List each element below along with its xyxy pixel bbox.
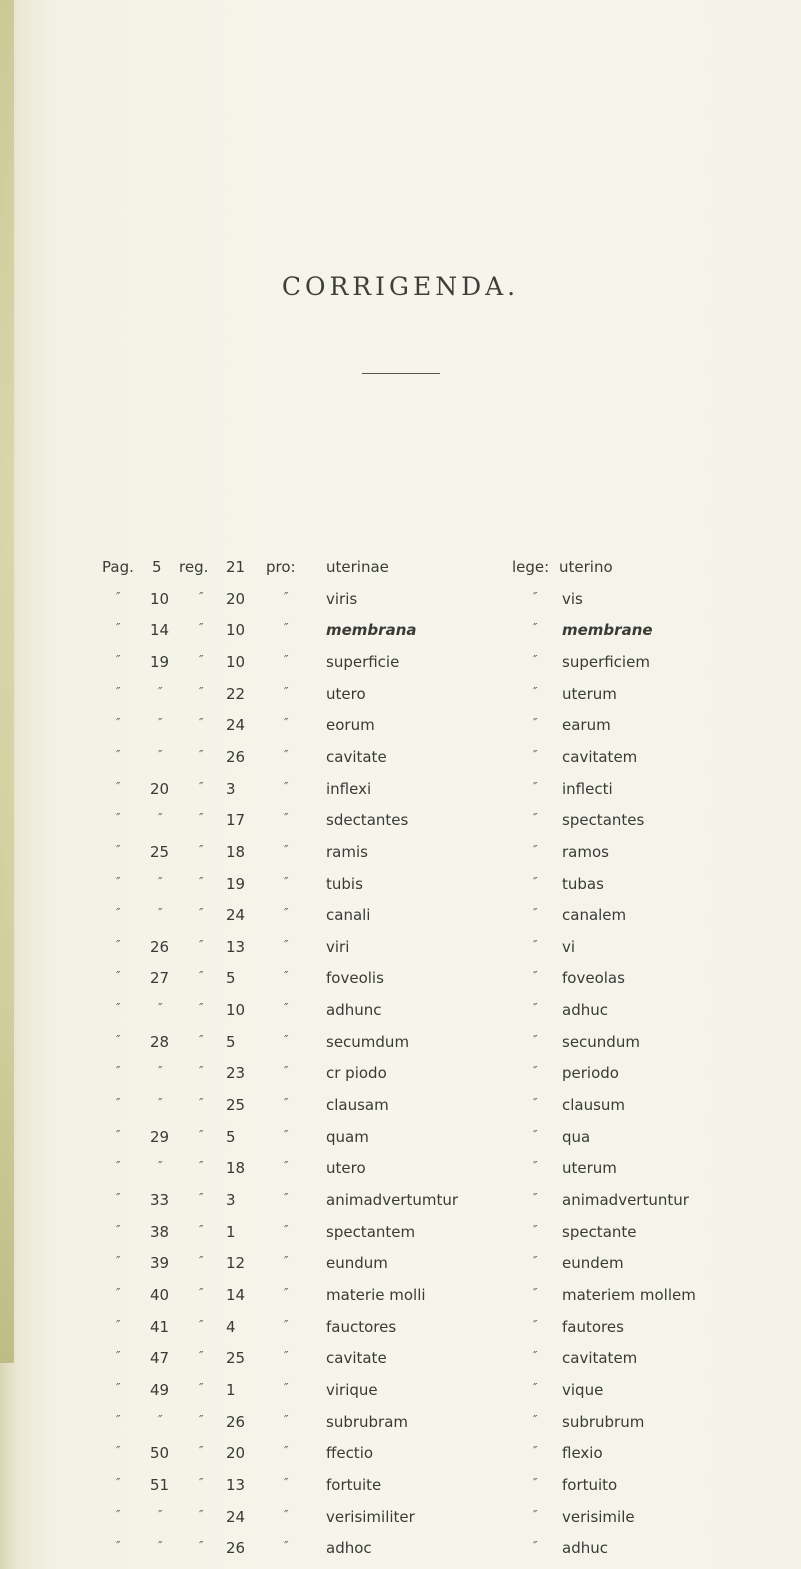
- ditto-mark: ″: [116, 937, 121, 952]
- ditto-mark: ″: [116, 1159, 121, 1174]
- correction: eundem: [562, 1254, 624, 1273]
- ditto-mark: ″: [533, 779, 538, 794]
- ditto-mark: ″: [533, 969, 538, 984]
- page-number-ditto: ″: [158, 1064, 163, 1079]
- correction: vi: [562, 937, 576, 956]
- ditto-mark: ″: [284, 1475, 289, 1490]
- ditto-mark: ″: [116, 1412, 121, 1427]
- erratum: sdectantes: [326, 811, 409, 830]
- erratum: spectantem: [326, 1222, 416, 1241]
- ditto-mark: ″: [116, 1444, 121, 1459]
- ditto-mark: ″: [284, 779, 289, 794]
- correction: periodo: [562, 1064, 619, 1083]
- table-row: [0, 1539, 801, 1569]
- erratum: fauctores: [326, 1317, 397, 1336]
- page-number: 28: [150, 1032, 170, 1051]
- erratum: ramis: [326, 842, 368, 861]
- table-row: [0, 716, 801, 746]
- erratum: animadvertumtur: [326, 1191, 459, 1209]
- correction: cavitatem: [562, 1349, 638, 1368]
- page-number: 40: [150, 1285, 170, 1304]
- erratum: canali: [326, 906, 371, 925]
- page-title: CORRIGENDA.: [281, 272, 520, 301]
- ditto-mark: ″: [199, 1285, 204, 1300]
- ditto-mark: ″: [116, 779, 121, 794]
- line-number: 26: [226, 747, 246, 766]
- correction: qua: [562, 1127, 591, 1146]
- page-number: 14: [150, 621, 170, 640]
- ditto-mark: ″: [199, 1475, 204, 1490]
- ditto-mark: ″: [284, 589, 289, 604]
- ditto-mark: ″: [533, 1191, 538, 1205]
- correction: spectante: [562, 1222, 637, 1241]
- ditto-mark: ″: [533, 1444, 538, 1459]
- ditto-mark: ″: [284, 1001, 289, 1016]
- line-number: 24: [226, 716, 246, 735]
- table-row: [0, 1064, 801, 1094]
- ditto-mark: ″: [116, 589, 121, 604]
- ditto-mark: ″: [533, 747, 538, 762]
- table-row: [0, 969, 801, 999]
- ditto-mark: ″: [284, 1222, 289, 1237]
- ditto-mark: ″: [284, 652, 289, 667]
- ditto-mark: ″: [284, 1317, 289, 1332]
- ditto-mark: ″: [533, 1254, 538, 1269]
- line-number: 20: [226, 1444, 246, 1463]
- erratum: subrubram: [326, 1412, 409, 1431]
- erratum: ffectio: [326, 1444, 374, 1463]
- ditto-mark: ″: [116, 1191, 121, 1205]
- ditto-mark: ″: [116, 1254, 121, 1269]
- ditto-mark: ″: [284, 621, 289, 636]
- ditto-mark: ″: [533, 1285, 538, 1300]
- ditto-mark: ″: [199, 1444, 204, 1459]
- page-number: 29: [150, 1127, 170, 1146]
- ditto-mark: ″: [284, 937, 289, 952]
- ditto-mark: ″: [284, 1285, 289, 1300]
- line-number: 14: [226, 1285, 246, 1304]
- erratum: superficie: [326, 652, 400, 671]
- line-number: 3: [226, 779, 236, 798]
- table-row: [0, 1033, 801, 1063]
- line-number: 20: [226, 589, 246, 608]
- ditto-mark: ″: [533, 1064, 538, 1079]
- ditto-mark: ″: [199, 1539, 204, 1554]
- line-number: 5: [226, 1032, 236, 1051]
- page-number-ditto: ″: [158, 1507, 163, 1522]
- correction: uterino: [559, 558, 613, 576]
- page-number: 25: [150, 842, 170, 861]
- erratum: uterinae: [326, 558, 389, 576]
- ditto-mark: ″: [199, 937, 204, 952]
- page-number: 20: [150, 779, 170, 798]
- line-number: 18: [226, 1159, 246, 1178]
- correction: animadvertuntur: [562, 1191, 689, 1209]
- correction: ramos: [562, 842, 609, 861]
- ditto-mark: ″: [199, 1507, 204, 1522]
- table-row: [0, 1001, 801, 1031]
- ditto-mark: ″: [533, 652, 538, 667]
- ditto-mark: ″: [284, 842, 289, 857]
- correction: adhuc: [562, 1001, 608, 1020]
- page-number: 5: [152, 558, 162, 576]
- line-number: 1: [226, 1380, 236, 1399]
- line-number: 10: [226, 621, 246, 640]
- ditto-mark: ″: [533, 811, 538, 826]
- table-row: [0, 1381, 801, 1411]
- correction: uterum: [562, 684, 617, 703]
- ditto-mark: ″: [533, 589, 538, 604]
- erratum: verisimiliter: [326, 1507, 415, 1526]
- correction: spectantes: [562, 811, 645, 830]
- ditto-mark: ″: [199, 1127, 204, 1142]
- ditto-mark: ″: [284, 969, 289, 984]
- ditto-mark: ″: [199, 1317, 204, 1332]
- erratum: quam: [326, 1127, 369, 1146]
- ditto-mark: ″: [199, 747, 204, 762]
- ditto-mark: ″: [284, 1539, 289, 1554]
- title-rule: [362, 373, 440, 374]
- ditto-mark: ″: [199, 1254, 204, 1269]
- line-number: 23: [226, 1064, 246, 1083]
- ditto-mark: ″: [116, 1380, 121, 1395]
- ditto-mark: ″: [116, 1285, 121, 1300]
- ditto-mark: ″: [116, 1539, 121, 1554]
- ditto-mark: ″: [116, 652, 121, 667]
- table-row: [0, 558, 801, 588]
- line-number: 5: [226, 969, 236, 988]
- line-number: 25: [226, 1349, 246, 1368]
- table-row: [0, 748, 801, 778]
- ditto-mark: ″: [284, 1127, 289, 1142]
- line-number: 21: [226, 558, 246, 576]
- ditto-mark: ″: [533, 937, 538, 952]
- correction: canalem: [562, 906, 627, 925]
- page-number: 51: [150, 1475, 170, 1494]
- ditto-mark: ″: [284, 1032, 289, 1047]
- line-number: 19: [226, 874, 246, 893]
- line-number: 26: [226, 1539, 246, 1558]
- ditto-mark: ″: [533, 716, 538, 731]
- table-row: [0, 1223, 801, 1253]
- ditto-mark: ″: [199, 1096, 204, 1111]
- correction: tubas: [562, 874, 604, 893]
- ditto-mark: ″: [284, 716, 289, 731]
- line-number: 13: [226, 937, 246, 956]
- ditto-mark: ″: [533, 1380, 538, 1395]
- correction: adhuc: [562, 1539, 608, 1558]
- table-row: [0, 1254, 801, 1284]
- page-number: 19: [150, 652, 170, 671]
- line-number: 4: [226, 1317, 236, 1336]
- page-number-ditto: ″: [158, 1412, 163, 1427]
- ditto-mark: ″: [199, 1412, 204, 1427]
- ditto-mark: ″: [116, 1475, 121, 1490]
- correction: flexio: [562, 1444, 603, 1463]
- table-row: [0, 590, 801, 620]
- ditto-mark: ″: [533, 1507, 538, 1522]
- page-number: 49: [150, 1380, 170, 1399]
- table-row: [0, 1191, 801, 1221]
- ditto-mark: ″: [199, 1001, 204, 1016]
- correction: subrubrum: [562, 1412, 645, 1431]
- ditto-mark: ″: [533, 684, 538, 699]
- ditto-mark: ″: [116, 684, 121, 699]
- ditto-mark: ″: [284, 684, 289, 699]
- erratum: inflexi: [326, 779, 372, 798]
- erratum: viri: [326, 937, 350, 956]
- correction: vique: [562, 1380, 604, 1399]
- ditto-mark: ″: [284, 747, 289, 762]
- correction: clausum: [562, 1096, 626, 1115]
- ditto-mark: ″: [284, 1349, 289, 1364]
- ditto-mark: ″: [116, 1064, 121, 1079]
- ditto-mark: ″: [116, 842, 121, 857]
- ditto-mark: ″: [199, 969, 204, 984]
- line-number: 5: [226, 1127, 236, 1146]
- line-number: 13: [226, 1475, 246, 1494]
- ditto-mark: ″: [533, 1412, 538, 1427]
- page-number: 10: [150, 589, 170, 608]
- page-number: 39: [150, 1254, 170, 1273]
- erratum: fortuite: [326, 1475, 382, 1494]
- page-number-ditto: ″: [158, 874, 163, 889]
- page-number: 33: [150, 1191, 170, 1209]
- table-row: [0, 653, 801, 683]
- correction: vis: [562, 589, 583, 608]
- table-row: [0, 685, 801, 715]
- ditto-mark: ″: [284, 1380, 289, 1395]
- ditto-mark: ″: [284, 1064, 289, 1079]
- line-number: 24: [226, 906, 246, 925]
- correction: secundum: [562, 1032, 640, 1051]
- line-number: 10: [226, 652, 246, 671]
- table-row: [0, 843, 801, 873]
- line-number: 22: [226, 684, 246, 703]
- ditto-mark: ″: [533, 1349, 538, 1364]
- ditto-mark: ″: [199, 1222, 204, 1237]
- ditto-mark: ″: [116, 969, 121, 984]
- page-number: 38: [150, 1222, 170, 1241]
- table-row: [0, 1476, 801, 1506]
- erratum: membrana: [326, 621, 417, 640]
- erratum: foveolis: [326, 969, 384, 988]
- ditto-mark: ″: [116, 1222, 121, 1237]
- line-number: 18: [226, 842, 246, 861]
- erratum: eorum: [326, 716, 375, 735]
- table-row: [0, 938, 801, 968]
- ditto-mark: ″: [116, 1096, 121, 1111]
- page-number-ditto: ″: [158, 1001, 163, 1016]
- erratum: cr piodo: [326, 1064, 387, 1083]
- correction: verisimile: [562, 1507, 635, 1526]
- ditto-mark: ″: [199, 684, 204, 699]
- ditto-mark: ″: [199, 716, 204, 731]
- page-number-ditto: ″: [158, 1539, 163, 1554]
- ditto-mark: ″: [116, 747, 121, 762]
- erratum: materie molli: [326, 1285, 426, 1304]
- ditto-mark: ″: [533, 1096, 538, 1111]
- table-row: [0, 1508, 801, 1538]
- ditto-mark: ″: [284, 874, 289, 889]
- page-number-ditto: ″: [158, 684, 163, 699]
- ditto-mark: ″: [533, 1475, 538, 1490]
- ditto-mark: ″: [199, 811, 204, 826]
- line-number: 10: [226, 1001, 246, 1020]
- page-number: 27: [150, 969, 170, 988]
- page-number: 47: [150, 1349, 170, 1368]
- correction: fautores: [562, 1317, 624, 1336]
- erratum: tubis: [326, 874, 363, 893]
- ditto-mark: ″: [533, 906, 538, 921]
- ditto-mark: ″: [284, 1507, 289, 1522]
- table-row: [0, 1128, 801, 1158]
- correction: superficiem: [562, 652, 650, 671]
- lege-label: lege:: [512, 558, 550, 576]
- correction: foveolas: [562, 969, 625, 988]
- ditto-mark: ″: [116, 1127, 121, 1142]
- ditto-mark: ″: [116, 621, 121, 636]
- page-number-ditto: ″: [158, 1096, 163, 1111]
- ditto-mark: ″: [199, 1349, 204, 1364]
- table-row: [0, 621, 801, 651]
- ditto-mark: ″: [199, 842, 204, 857]
- ditto-mark: ″: [284, 1412, 289, 1427]
- correction: materiem mollem: [562, 1285, 696, 1304]
- line-number: 25: [226, 1096, 246, 1115]
- line-number: 3: [226, 1191, 236, 1209]
- page-number-ditto: ″: [158, 1159, 163, 1174]
- ditto-mark: ″: [533, 1032, 538, 1047]
- ditto-mark: ″: [116, 1032, 121, 1047]
- table-row: [0, 1159, 801, 1189]
- ditto-mark: ″: [199, 1064, 204, 1079]
- erratum: utero: [326, 684, 366, 703]
- ditto-mark: ″: [533, 1222, 538, 1237]
- ditto-mark: ″: [533, 621, 538, 636]
- page-number-ditto: ″: [158, 747, 163, 762]
- ditto-mark: ″: [199, 1159, 204, 1174]
- ditto-mark: ″: [116, 1507, 121, 1522]
- ditto-mark: ″: [116, 811, 121, 826]
- erratum: adhunc: [326, 1001, 382, 1020]
- table-row: [0, 1096, 801, 1126]
- table-row: [0, 1413, 801, 1443]
- ditto-mark: ″: [199, 1380, 204, 1395]
- ditto-mark: ″: [533, 1001, 538, 1016]
- ditto-mark: ″: [284, 906, 289, 921]
- correction: membrane: [562, 621, 653, 640]
- table-row: [0, 1286, 801, 1316]
- erratum: eundum: [326, 1254, 388, 1273]
- pag-label: Pag.: [102, 558, 134, 576]
- ditto-mark: ″: [533, 842, 538, 857]
- correction: uterum: [562, 1159, 617, 1178]
- erratum: utero: [326, 1159, 366, 1178]
- ditto-mark: ″: [533, 1317, 538, 1332]
- ditto-mark: ″: [533, 1159, 538, 1174]
- correction: cavitatem: [562, 747, 638, 766]
- ditto-mark: ″: [284, 811, 289, 826]
- ditto-mark: ″: [116, 906, 121, 921]
- line-number: 17: [226, 811, 246, 830]
- ditto-mark: ″: [284, 1254, 289, 1269]
- table-row: [0, 811, 801, 841]
- ditto-mark: ″: [199, 779, 204, 794]
- erratum: adhoc: [326, 1539, 372, 1558]
- ditto-mark: ″: [199, 906, 204, 921]
- line-number: 1: [226, 1222, 236, 1241]
- table-row: [0, 780, 801, 810]
- ditto-mark: ″: [116, 1349, 121, 1364]
- erratum: clausam: [326, 1096, 389, 1115]
- correction: inflecti: [562, 779, 613, 798]
- page-number: 26: [150, 937, 170, 956]
- ditto-mark: ″: [284, 1096, 289, 1111]
- ditto-mark: ″: [533, 1539, 538, 1554]
- ditto-mark: ″: [199, 874, 204, 889]
- table-row: [0, 1444, 801, 1474]
- ditto-mark: ″: [199, 621, 204, 636]
- table-row: [0, 875, 801, 905]
- ditto-mark: ″: [199, 589, 204, 604]
- ditto-mark: ″: [116, 1317, 121, 1332]
- erratum: secumdum: [326, 1032, 410, 1051]
- ditto-mark: ″: [199, 652, 204, 667]
- line-number: 26: [226, 1412, 246, 1431]
- erratum: virique: [326, 1380, 378, 1399]
- ditto-mark: ″: [284, 1444, 289, 1459]
- erratum: cavitate: [326, 747, 387, 766]
- table-row: [0, 1318, 801, 1348]
- ditto-mark: ″: [533, 874, 538, 889]
- erratum: cavitate: [326, 1349, 387, 1368]
- ditto-mark: ″: [116, 874, 121, 889]
- table-row: [0, 1349, 801, 1379]
- correction: earum: [562, 716, 611, 735]
- erratum: viris: [326, 589, 358, 608]
- correction: fortuito: [562, 1475, 618, 1494]
- page-number-ditto: ″: [158, 906, 163, 921]
- ditto-mark: ″: [199, 1191, 204, 1205]
- line-number: 12: [226, 1254, 246, 1273]
- page-number-ditto: ″: [158, 716, 163, 731]
- table-row: [0, 906, 801, 936]
- reg-label: reg.: [179, 558, 209, 576]
- ditto-mark: ″: [284, 1191, 289, 1205]
- ditto-mark: ″: [199, 1032, 204, 1047]
- ditto-mark: ″: [116, 1001, 121, 1016]
- ditto-mark: ″: [116, 716, 121, 731]
- ditto-mark: ″: [533, 1127, 538, 1142]
- line-number: 24: [226, 1507, 246, 1526]
- pro-label: pro:: [266, 558, 296, 576]
- page-number-ditto: ″: [158, 811, 163, 826]
- page-number: 50: [150, 1444, 170, 1463]
- ditto-mark: ″: [284, 1159, 289, 1174]
- page-number: 41: [150, 1317, 170, 1336]
